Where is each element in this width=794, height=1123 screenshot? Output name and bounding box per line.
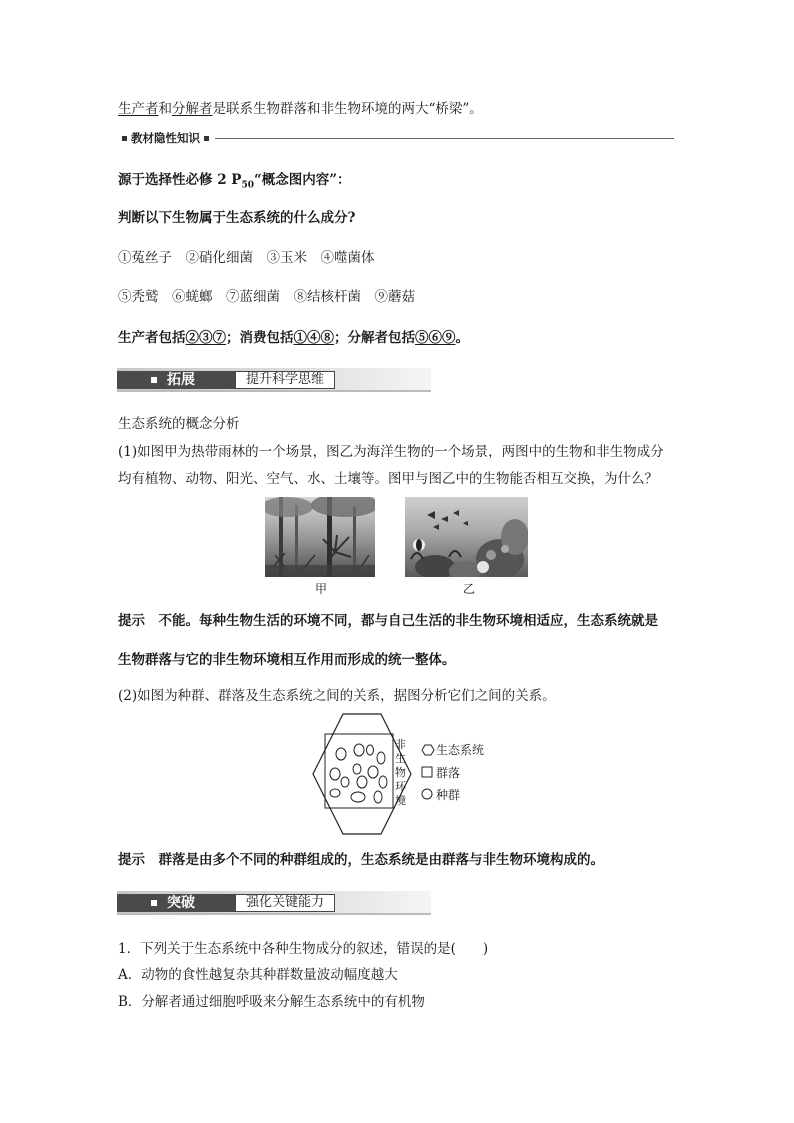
- banner-label: 拓展: [167, 372, 195, 388]
- answer-producer-prefix: 生产者包括: [118, 330, 186, 346]
- expand-banner: [117, 368, 431, 392]
- banner-box-label: 提升科学思维: [235, 371, 335, 389]
- exercise-option-b: B．分解者通过细胞呼吸来分解生态系统中的有机物: [118, 994, 425, 1010]
- source-suffix: “概念图内容”：: [253, 172, 351, 188]
- hexagon-legend-icon: [422, 745, 434, 755]
- square-bullet-icon: [122, 136, 127, 141]
- banner-bottom-rule: [117, 913, 431, 915]
- hint1-line-2: 生物群落与它的非生物环境相互作用而形成的统一整体。: [118, 652, 456, 668]
- decomposer-term: 分解者: [172, 101, 213, 117]
- legend-ecosystem: 生态系统: [436, 743, 485, 757]
- svg-text:生: 生: [395, 752, 406, 765]
- q2-line: (2)如图为种群、群落及生态系统之间的关系，据图分析它们之间的关系。: [118, 688, 556, 704]
- answer-decomposers: ⑤⑥⑨: [415, 330, 456, 346]
- banner-dark-block: [117, 894, 235, 912]
- question-line: 判断以下生物属于生态系统的什么成分?: [118, 210, 356, 226]
- answer-consumer-prefix: ；消费包括: [226, 330, 294, 346]
- q1-line-1: (1)如图甲为热带雨林的一个场景，图乙为海洋生物的一个场景，两图中的生物和非生物成分: [118, 444, 664, 460]
- section-rule: [215, 138, 674, 139]
- hint1-line-1: 提示 不能。每种生物生活的环境不同，都与自己生活的非生物环境相适应，生态系统就是: [118, 613, 658, 629]
- legend-community: 群落: [436, 766, 461, 780]
- svg-text:非: 非: [395, 738, 406, 751]
- ocean-photo: [405, 497, 528, 577]
- hint2-line: 提示 群落是由多个不同的种群组成的，生态系统是由群落与非生物环境构成的。: [118, 852, 604, 868]
- caption-jia: 甲: [315, 582, 328, 596]
- source-prefix: 源于选择性必修 2 P: [118, 172, 242, 188]
- legend-population: 种群: [436, 788, 461, 802]
- answer-decomposer-prefix: ；分解者包括: [334, 330, 415, 346]
- square-bullet-icon: [151, 900, 157, 906]
- answer-producers: ②③⑦: [185, 330, 226, 346]
- banner-label: 突破: [167, 895, 195, 911]
- caption-yi: 乙: [463, 582, 476, 596]
- producer-term: 生产者: [118, 101, 159, 117]
- svg-text:境: 境: [395, 794, 406, 807]
- intro-line: [118, 97, 483, 117]
- section-heading: [118, 130, 674, 146]
- banner-bottom-rule: [117, 390, 431, 392]
- env-label: [395, 737, 407, 807]
- population-circles: [330, 744, 387, 803]
- intro-rest: 是联系生物群落和非生物环境的两大“桥梁”。: [212, 101, 483, 117]
- rainforest-photo: [265, 497, 375, 577]
- section-title: 教材隐性知识: [131, 131, 200, 145]
- svg-text:物: 物: [395, 766, 406, 779]
- source-line: [118, 168, 351, 191]
- exercise-question: 1．下列关于生态系统中各种生物成分的叙述，错误的是( ): [118, 941, 489, 957]
- source-sub: 50: [241, 180, 254, 191]
- expand-title: 生态系统的概念分析: [118, 416, 240, 432]
- square-bullet-icon: [151, 377, 157, 383]
- ecosystem-diagram: [305, 713, 490, 835]
- banner-box-label: 强化关键能力: [235, 894, 335, 912]
- items-line-2: ⑤秃鹫 ⑥蜣螂 ⑦蓝细菌 ⑧结核杆菌 ⑨蘑菇: [118, 289, 415, 305]
- breakthrough-banner: [117, 891, 431, 915]
- svg-text:环: 环: [395, 780, 406, 793]
- q1-line-2: 均有植物、动物、阳光、空气、水、土壤等。图甲与图乙中的生物能否相互交换，为什么？: [118, 471, 658, 487]
- answer-consumers: ①④⑧: [293, 330, 334, 346]
- banner-dark-block: [117, 371, 235, 389]
- answer-end: 。: [455, 330, 469, 346]
- square-legend-icon: [422, 767, 432, 777]
- square-bullet-icon: [204, 136, 209, 141]
- circle-legend-icon: [422, 789, 432, 799]
- items-line-1: ①菟丝子 ②硝化细菌 ③玉米 ④噬菌体: [118, 250, 375, 266]
- intro-and: 和: [158, 101, 172, 117]
- answer-line: [118, 326, 469, 346]
- exercise-option-a: A．动物的食性越复杂其种群数量波动幅度越大: [118, 967, 398, 983]
